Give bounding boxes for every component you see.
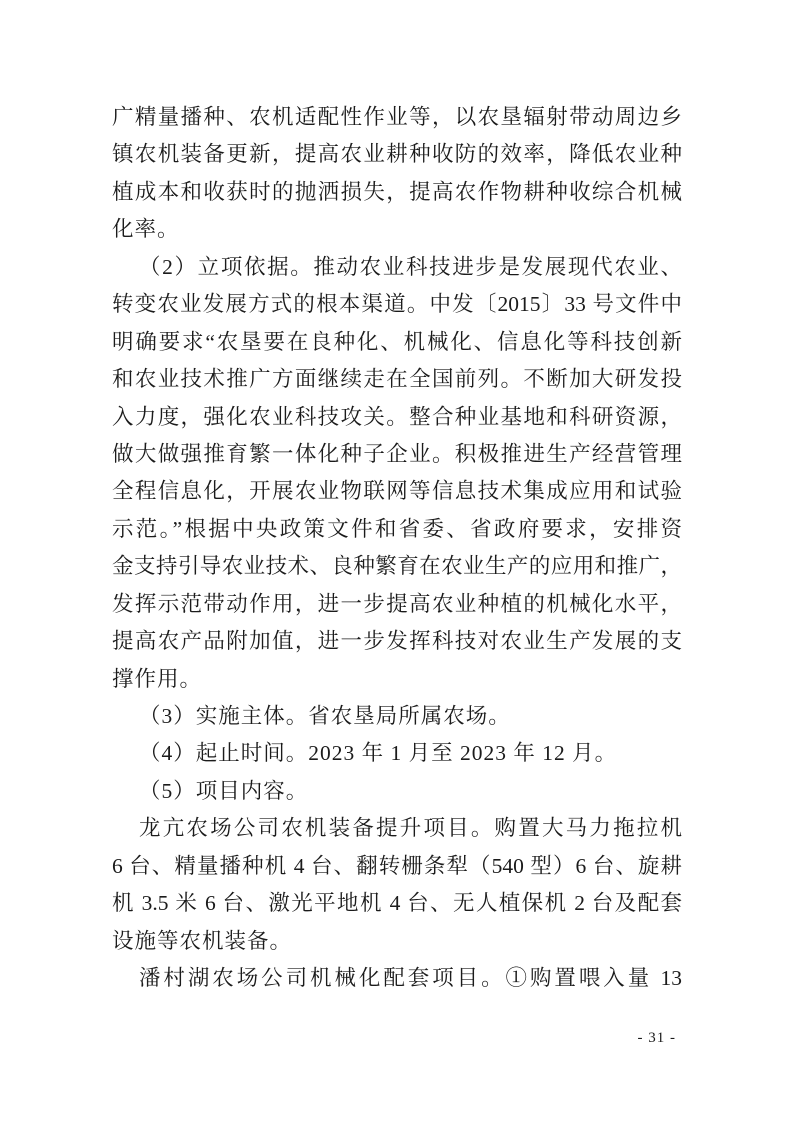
text-line: 和农业技术推广方面继续走在全国前列。不断加大研发投 (112, 367, 682, 392)
text-line: 镇农机装备更新，提高农业耕种收防的效率，降低农业种 (112, 142, 682, 167)
text-line: 设施等农机装备。 (112, 928, 293, 953)
text-line: 广精量播种、农机适配性作业等，以农垦辐射带动周边乡 (112, 105, 682, 129)
text-line: 全程信息化，开展农业物联网等信息技术集成应用和试验 (112, 479, 682, 504)
text-line: 金支持引导农业技术、良种繁育在农业生产的应用和推广， (112, 554, 682, 579)
text-line: 撑作用。 (112, 666, 203, 691)
text-line: 6 台、精量播种机 4 台、翻转栅条犁（540 型）6 台、旋耕 (112, 853, 682, 878)
text-line: 转变农业发展方式的根本渠道。中发〔2015〕33 号文件中 (112, 292, 682, 317)
text-line: 发挥示范带动作用，进一步提高农业种植的机械化水平， (112, 591, 682, 616)
text-line: （4）起止时间。2023 年 1 月至 2023 年 12 月。 (139, 741, 618, 766)
text-line: 做大做强推育繁一体化种子企业。积极推进生产经营管理 (112, 441, 682, 466)
text-line: 龙亢农场公司农机装备提升项目。购置大马力拖拉机 (139, 816, 682, 841)
text-line: 提高农产品附加值，进一步发挥科技对农业生产发展的支 (112, 629, 682, 654)
text-line: 化率。 (112, 217, 180, 242)
text-line: 入力度，强化农业科技攻关。整合种业基地和科研资源， (112, 404, 682, 429)
text-line: 植成本和收获时的抛洒损失，提高农作物耕种收综合机械 (112, 179, 682, 204)
text-line: 潘村湖农场公司机械化配套项目。①购置喂入量 13 (139, 966, 682, 991)
text-line: （5）项目内容。 (139, 778, 309, 803)
text-line: 示范。”根据中央政策文件和省委、省政府要求，安排资 (112, 516, 682, 541)
text-line: （3）实施主体。省农垦局所属农场。 (139, 704, 511, 728)
text-line: 明确要求“农垦要在良种化、机械化、信息化等科技创新 (112, 329, 682, 354)
text-line: 机 3.5 米 6 台、激光平地机 4 台、无人植保机 2 台及配套 (112, 891, 682, 916)
text-line: （2）立项依据。推动农业科技进步是发展现代农业、 (139, 254, 682, 279)
text-block (112, 99, 682, 998)
page-number: - 31 - (637, 1030, 676, 1046)
